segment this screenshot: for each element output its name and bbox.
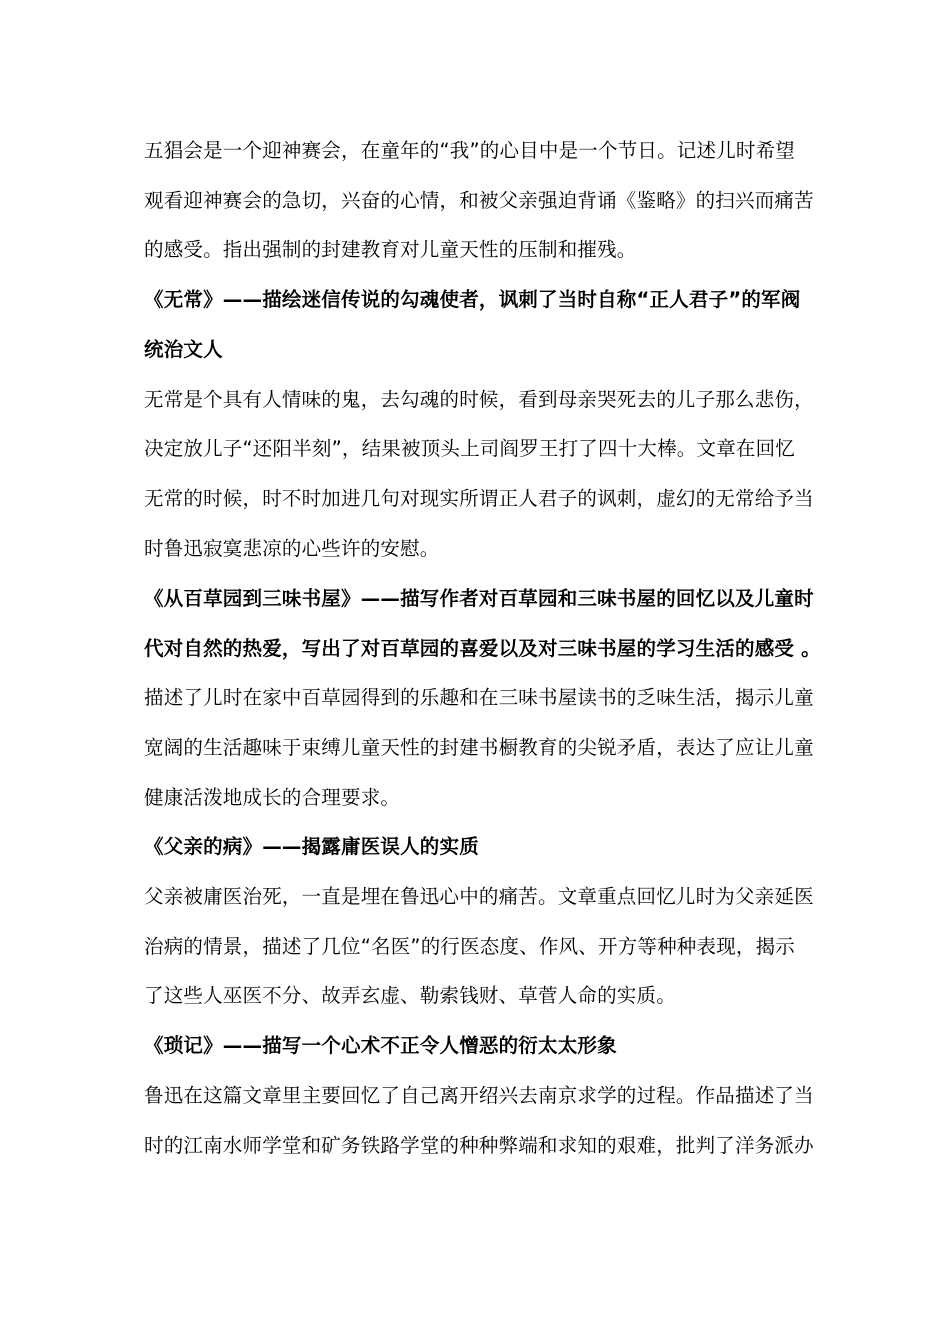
text-line: 决定放儿子“还阳半刻”，结果被顶头上司阎罗王打了四十大棒。文章在回忆 <box>144 437 796 460</box>
section-heading: 统治文人 <box>144 338 223 361</box>
text-line: 观看迎神赛会的急切，兴奋的心情，和被父亲强迫背诵《鉴略》的扫兴而痛苦 <box>144 189 814 212</box>
text-line: 时鲁迅寂寞悲凉的心些许的安慰。 <box>144 537 440 560</box>
text-line: 无常是个具有人情味的鬼，去勾魂的时候，看到母亲哭死去的儿子那么悲伤， <box>144 388 814 411</box>
text-line: 无常的时候，时不时加进几句对现实所谓正人君子的讽刺，虚幻的无常给予当 <box>144 487 814 510</box>
section-heading: 《父亲的病》——揭露庸医误人的实质 <box>144 835 479 858</box>
text-line: 健康活泼地成长的合理要求。 <box>144 786 401 809</box>
section-heading: 《无常》——描绘迷信传说的勾魂使者，讽刺了当时自称“正人君子”的军阀 <box>144 288 801 311</box>
text-line: 的感受。指出强制的封建教育对儿童天性的压制和摧残。 <box>144 238 637 261</box>
text-line: 时的江南水师学堂和矿务铁路学堂的种种弊端和求知的艰难，批判了洋务派办 <box>144 1134 814 1157</box>
text-line: 父亲被庸医治死，一直是埋在鲁迅心中的痛苦。文章重点回忆儿时为父亲延医 <box>144 885 814 908</box>
text-line: 了这些人巫医不分、故弄玄虚、勒索钱财、草菅人命的实质。 <box>144 984 676 1007</box>
section-heading: 代对自然的热爱，写出了对百草园的喜爱以及对三味书屋的学习生活的感受 。 <box>144 637 821 660</box>
text-line: 宽阔的生活趣味于束缚儿童天性的封建书橱教育的尖锐矛盾，表达了应让儿童 <box>144 736 814 759</box>
text-line: 治病的情景，描述了几位“名医”的行医态度、作风、开方等种种表现，揭示 <box>144 935 796 958</box>
text-line: 描述了儿时在家中百草园得到的乐趣和在三味书屋读书的乏味生活，揭示儿童 <box>144 686 814 709</box>
section-heading: 《从百草园到三味书屋》——描写作者对百草园和三味书屋的回忆以及儿童时 <box>144 587 814 610</box>
text-line: 五猖会是一个迎神赛会，在童年的“我”的心目中是一个节日。记述儿时希望 <box>144 139 796 162</box>
text-line: 鲁迅在这篇文章里主要回忆了自己离开绍兴去南京求学的过程。作品描述了当 <box>144 1084 814 1107</box>
section-heading: 《琐记》——描写一个心术不正令人憎恶的衍太太形象 <box>144 1034 617 1057</box>
